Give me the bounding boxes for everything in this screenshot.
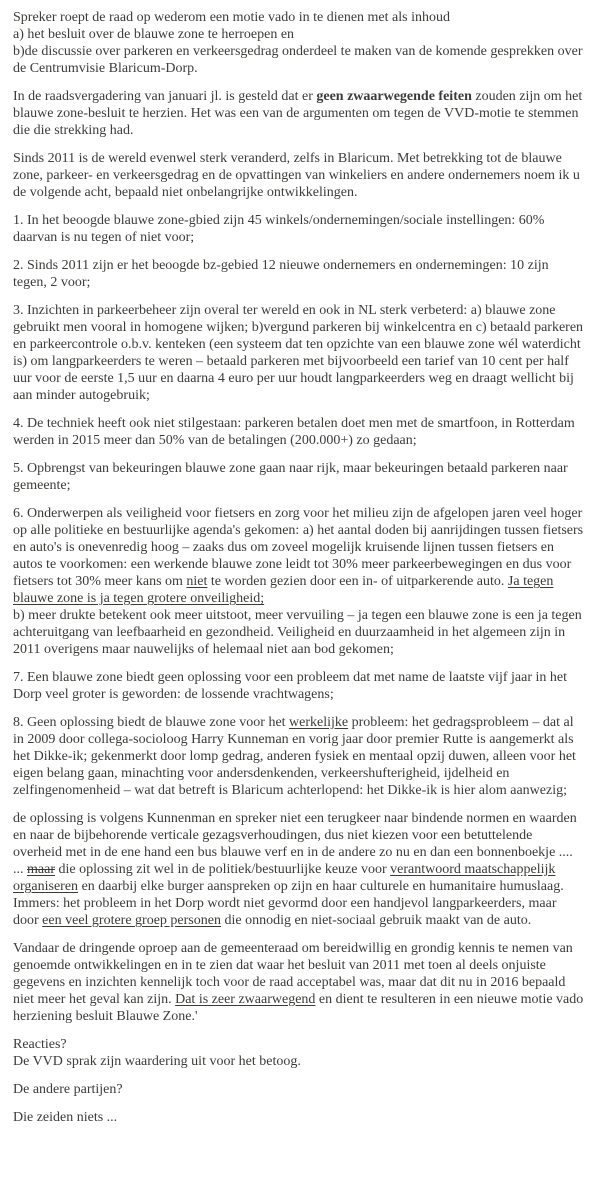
list-item-7 xyxy=(13,669,584,703)
list-item-1-text: 1. In het beoogde blauwe zone-gbied zijn 45 winkels/ondernemingen/sociale instellingen: 60% daarvan is nu tegen of niet voor; xyxy=(13,213,545,245)
list-item-6-text: Ja tegen blauwe zone is ja tegen grotere onveiligheid; xyxy=(13,574,554,606)
paragraph-immers xyxy=(13,895,584,929)
list-item-1 xyxy=(13,212,584,246)
list-item-2-text: 2. Sinds 2011 zijn er het beoogde bz-gebied 12 nieuwe ondernemers en ondernemingen: 10 zijn tegen, 2 voor; xyxy=(13,258,549,290)
list-item-6 xyxy=(13,505,584,658)
paragraph-reacties-text: Reacties? xyxy=(13,1037,67,1052)
paragraph-maar-oplossing-text: ... xyxy=(13,862,27,877)
list-item-8-text: werkelijke xyxy=(289,715,349,730)
paragraph-immers-text: Immers: het probleem in het Dorp wordt niet gevormd door een handjevol langparkeerders, maar door xyxy=(13,896,557,928)
list-item-6-text: te worden gezien door een in- of uitparkerende auto. xyxy=(207,574,508,589)
paragraph-die-zeiden-niets xyxy=(13,1109,584,1126)
intro-paragraph-text: b)de discussie over parkeren en verkeersgedrag onderdeel te maken van de komende gesprekken over de Centrumvisie Blaricum-Dorp. xyxy=(13,44,583,76)
list-item-4-text: 4. De techniek heeft ook niet stilgestaan: parkeren betalen doet men met de smartfoon, in Rotterdam werden in 2015 meer dan 50% van de betalingen (200.000+) zo gedaan; xyxy=(13,416,575,448)
paragraph-reacties-text: De VVD sprak zijn waardering uit voor het betoog. xyxy=(13,1054,301,1069)
paragraph-raadsvergadering xyxy=(13,88,584,139)
intro-paragraph-text: Spreker roept de raad op wederom een motie vado in te dienen met als inhoud xyxy=(13,10,450,25)
paragraph-raadsvergadering-text: geen zwaarwegende feiten xyxy=(316,89,472,104)
list-item-5 xyxy=(13,460,584,494)
list-item-8 xyxy=(13,714,584,799)
paragraph-maar-oplossing-text: en daarbij elke burger aanspreken op zijn en haar culturele en humanitaire humuslaag. xyxy=(78,879,564,894)
paragraph-maar-oplossing-text: maar xyxy=(27,862,55,877)
paragraph-die-zeiden-niets-text: Die zeiden niets ... xyxy=(13,1110,118,1125)
paragraph-sinds-2011 xyxy=(13,150,584,201)
paragraph-vandaar-text: Dat is zeer zwaarwegend xyxy=(175,992,316,1007)
list-item-2 xyxy=(13,257,584,291)
paragraph-raadsvergadering-text: zouden zijn om het blauwe zone-besluit te herzien. Het was een van de argumenten om tegen de VVD-motie te stemmen die die strekking had. xyxy=(13,89,583,138)
list-item-3-text: 3. Inzichten in parkeerbeheer zijn overal ter wereld en ook in NL sterk verbeterd: a) blauwe zone gebruikt men vooral in homogene wijken; b)vergund parkeren bij winkelcentra en c) betaald parkeren en parkeercontrole o.b.v. kenteken (een systeem dat ten opzichte van een blauwe zone wél waterdicht is) om langparkeerders te weren – betaald parkeren met bijvoorbeeld een tarief van 10 cent per half uur voor de eerste 1,5 uur en daarna 4 euro per uur houdt langparkeerders weg en draagt wellicht bij aan minder autogebruik; xyxy=(13,303,584,403)
paragraph-maar-oplossing-text: die oplossing zit wel in de politiek/bestuurlijke keuze voor xyxy=(54,862,391,877)
list-item-6-text: niet xyxy=(186,574,208,589)
list-item-4 xyxy=(13,415,584,449)
intro-paragraph-text: a) het besluit over de blauwe zone te herroepen en xyxy=(13,27,295,42)
paragraph-immers-text: een veel grotere groep personen xyxy=(42,913,221,928)
paragraph-sinds-2011-text: Sinds 2011 is de wereld evenwel sterk veranderd, zelfs in Blaricum. Met betrekking tot de blauwe zone, parkeer- en verkeersgedrag en de opvattingen van winkeliers en andere ondernemers noem ik u de volgende acht, bepaald niet onbelangrijke ontwikkelingen. xyxy=(13,151,580,200)
list-item-3 xyxy=(13,302,584,404)
paragraph-vandaar xyxy=(13,940,584,1025)
paragraph-raadsvergadering-text: In de raadsvergadering van januari jl. is gesteld dat er xyxy=(13,89,317,104)
paragraph-immers-text: die onnodig en niet-sociaal gebruik maakt van de auto. xyxy=(220,913,532,928)
paragraph-vandaar-text: Vandaar de dringende oproep aan de gemeenteraad om bereidwillig en grondig kennis te nemen van genoemde ontwikkelingen en in te zien dat waar het besluit van 2011 met toen al deels onjuiste gegevens en inzichten kennelijk toch voor de raad acceptabel was, maar dat dit nu in 2016 bepaald niet meer het geval kan zijn. xyxy=(13,941,573,1007)
paragraph-oplossing xyxy=(13,810,584,861)
paragraph-andere-partijen xyxy=(13,1081,584,1098)
paragraph-andere-partijen-text: De andere partijen? xyxy=(13,1082,123,1097)
list-item-6-text: 6. Onderwerpen als veiligheid voor fietsers en zorg voor het milieu zijn de afgelopen jaren veel hoger op alle politieke en bestuurlijke agenda's gekomen: a) het aantal doden bij aanrijdingen tussen fietsers en auto's is onevenredig hoog – zaaks dus om zoveel mogelijk kruisende lijnen tussen fietsers en autos te voorkomen: een werkende blauwe zone leidt tot 30% meer parkeerbewegingen en dus voor fietsers tot 30% meer kans om xyxy=(13,506,584,589)
intro-paragraph xyxy=(13,9,584,77)
paragraph-oplossing-text: de oplossing is volgens Kunnenman en spreker niet een terugkeer naar bindende normen en waarden en naar de bijbehorende verticale gezagsverhoudingen, dus niet kiezen voor een betuttelende overheid met in de ene hand een bus blauwe verf en in de andere zo nu en dan een bonnenboekje .... xyxy=(13,811,577,860)
list-item-6-text: b) meer drukte betekent ook meer uitstoot, meer vervuiling – ja tegen een blauwe zone is een ja tegen achteruitgang van leefbaarheid en gezondheid. Veiligheid en duurzaamheid in het algemeen zijn in 2011 overigens maar nauwelijks of helemaal niet aan bod gekomen; xyxy=(13,608,582,657)
paragraph-maar-oplossing-text: verantwoord maatschappelijk organiseren xyxy=(13,862,556,894)
list-item-5-text: 5. Opbrengst van bekeuringen blauwe zone gaan naar rijk, maar bekeuringen betaald parkeren naar gemeente; xyxy=(13,461,568,493)
paragraph-maar-oplossing xyxy=(13,861,584,895)
paragraph-reacties xyxy=(13,1036,584,1070)
list-item-8-text: probleem: het gedragsprobleem – dat al in 2009 door collega-socioloog Harry Kunneman en vorig jaar door premier Rutte is aangemerkt als het Dikke-ik; gekenmerkt door lomp gedrag, anderen fysiek en mentaal opzij duwen, alleen voor het eigen belang gaan, minachting voor andersdenkenden, verkeershufterigheid, ijdelheid en zelfingenomenheid – wat dat betreft is Blaricum achterlopend: het Dikke-ik is hier alom aanwezig; xyxy=(13,715,576,798)
list-item-8-text: 8. Geen oplossing biedt de blauwe zone voor het xyxy=(13,715,290,730)
list-item-7-text: 7. Een blauwe zone biedt geen oplossing voor een probleem dat met name de laatste vijf jaar in het Dorp veel groter is geworden: de lossende vrachtwagens; xyxy=(13,670,567,702)
paragraph-vandaar-text: en dient te resulteren in een nieuwe motie vado herziening besluit Blauwe Zone.' xyxy=(13,992,584,1024)
